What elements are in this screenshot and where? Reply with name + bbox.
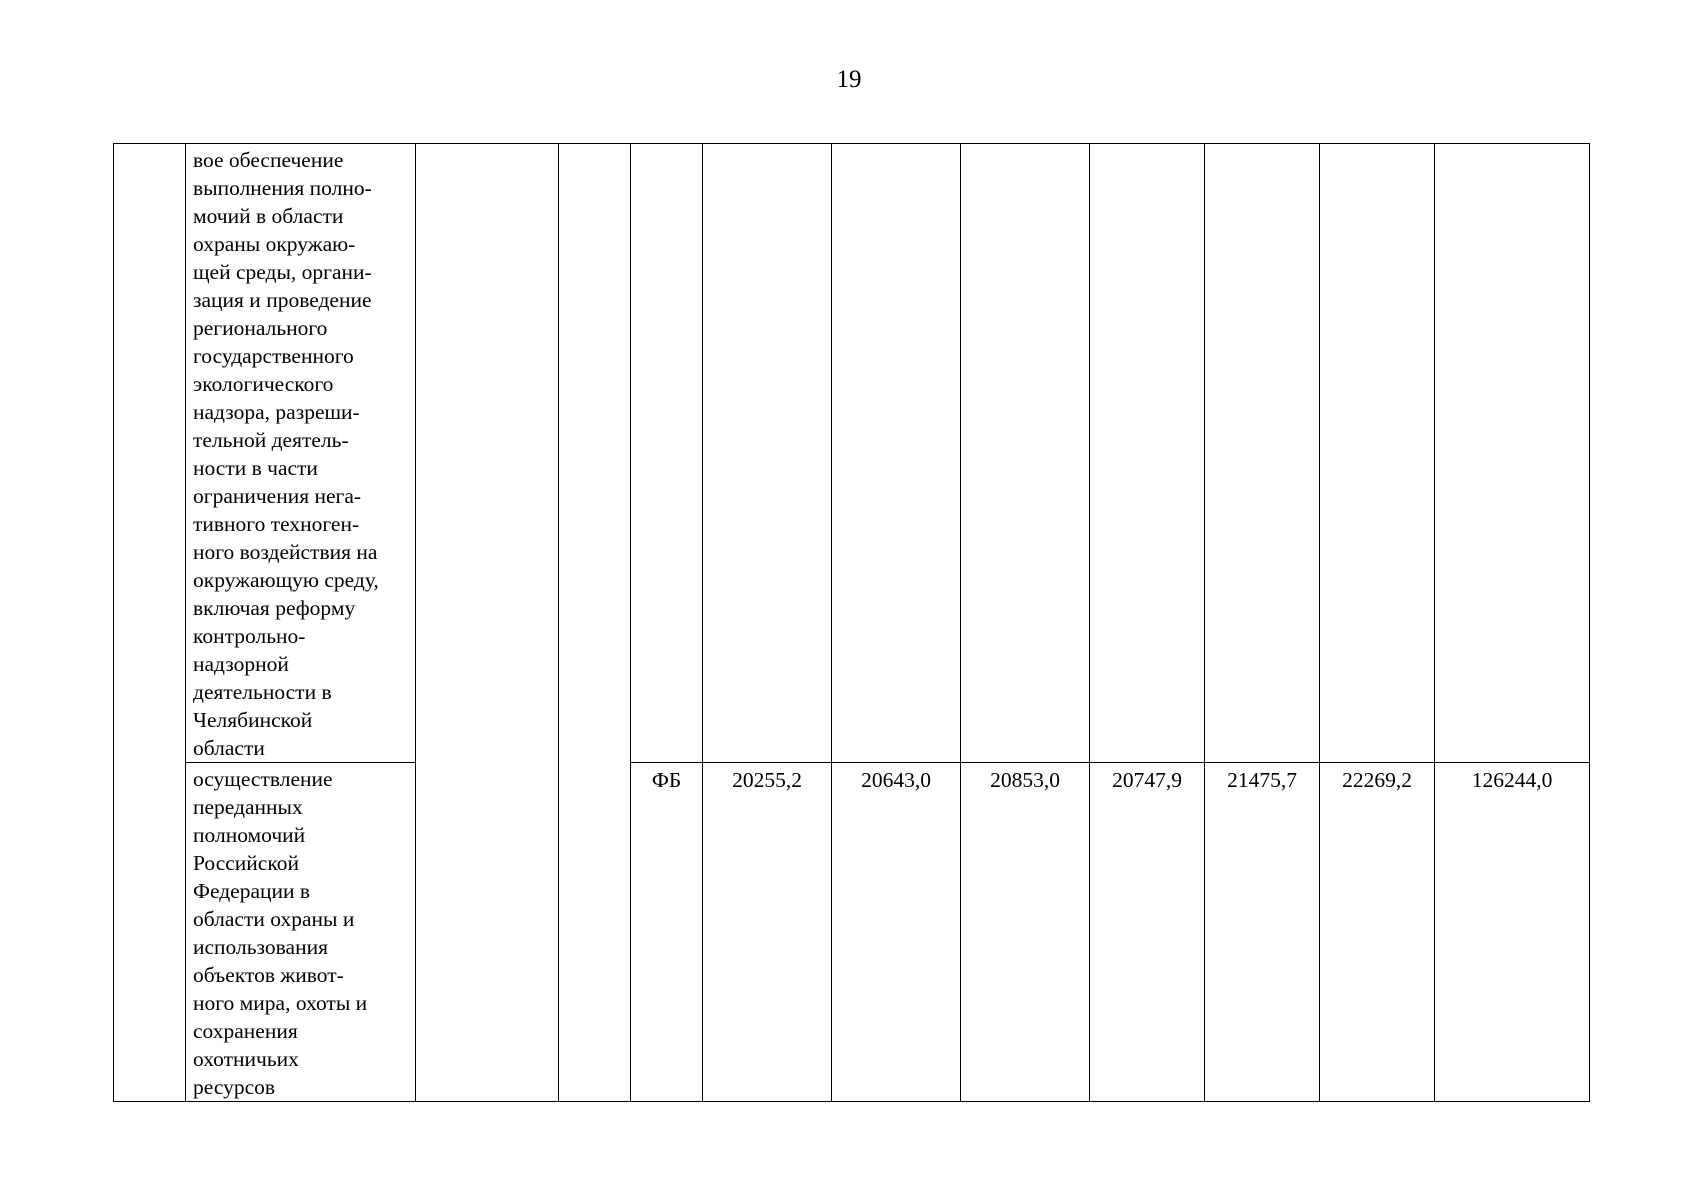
value-cell: 20643,0	[832, 763, 961, 1102]
value-cell	[832, 144, 961, 763]
page-number: 19	[836, 66, 862, 93]
value-cell: 20747,9	[1090, 763, 1205, 1102]
value-cell	[1205, 144, 1320, 763]
budget-table	[113, 143, 1590, 1102]
value-cell: 20853,0	[961, 763, 1090, 1102]
source-cell: ФБ	[631, 763, 703, 1102]
executor-cell	[416, 144, 559, 1102]
value-cell	[1090, 144, 1205, 763]
row-index-cell	[114, 144, 186, 1102]
table-row	[114, 144, 1590, 763]
table-row	[114, 763, 1590, 1102]
description-cell: вое обеспечение выполнения полно- мочий в области охраны окружаю- щей среды, органи- зация и проведение регионального государственного экологического надзора, разреши- тельной деятель- ности в части ограничения нега- тивного техноген- ного воздействия на окружающую среду, включая реформу контрольно- надзорной деятельности в Челябинской области	[186, 144, 416, 763]
value-cell	[703, 144, 832, 763]
value-cell: 22269,2	[1320, 763, 1435, 1102]
value-cell: 21475,7	[1205, 763, 1320, 1102]
value-cell: 20255,2	[703, 763, 832, 1102]
total-cell	[1435, 144, 1590, 763]
total-cell: 126244,0	[1435, 763, 1590, 1102]
source-cell	[631, 144, 703, 763]
period-cell	[559, 144, 631, 1102]
value-cell	[961, 144, 1090, 763]
description-cell: осуществление переданных полномочий Российской Федерации в области охраны и использования объектов живот- ного мира, охоты и сохранения охотничьих ресурсов	[186, 763, 416, 1102]
value-cell	[1320, 144, 1435, 763]
